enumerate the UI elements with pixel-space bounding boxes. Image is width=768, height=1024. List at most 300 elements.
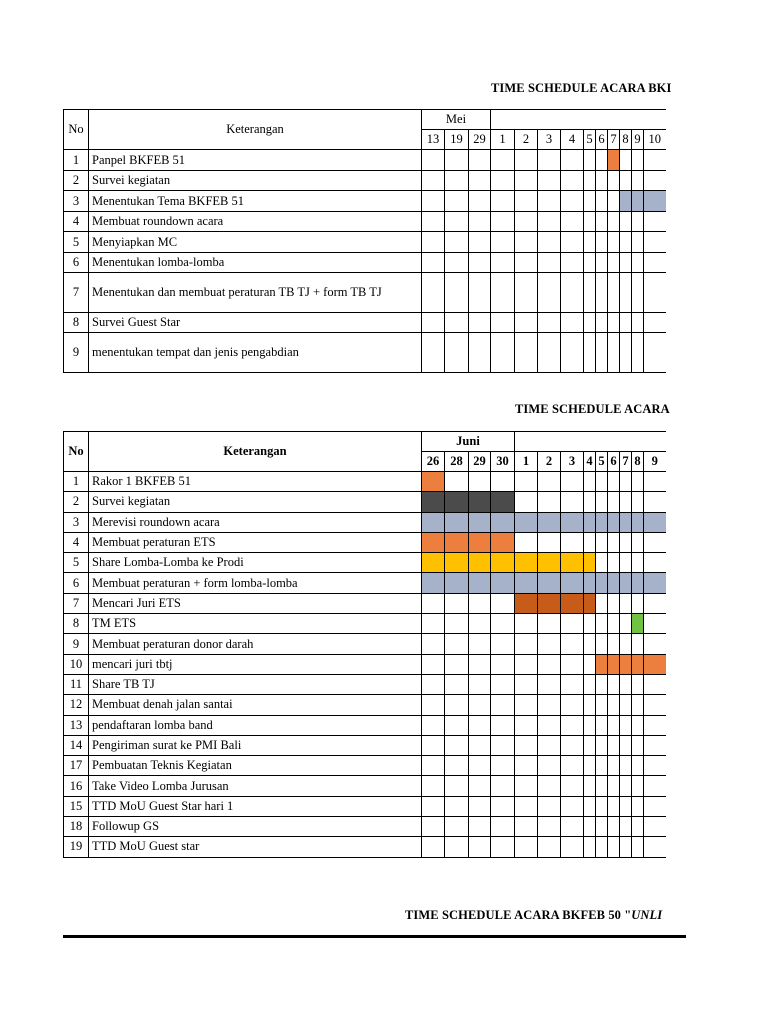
- schedule-cell: [515, 150, 538, 171]
- schedule-cell: [445, 634, 469, 654]
- schedule-cell: [584, 674, 596, 694]
- row-number: 7: [64, 273, 89, 313]
- schedule-cell: [538, 492, 561, 512]
- table-row: [64, 735, 666, 755]
- schedule-cell: [515, 817, 538, 837]
- schedule-cell: [608, 573, 620, 593]
- day-header: 10: [644, 130, 666, 150]
- schedule-cell: [644, 212, 666, 232]
- schedule-cell: [515, 313, 538, 333]
- day-header: 30: [491, 452, 515, 472]
- row-number: 8: [64, 313, 89, 333]
- schedule-cell: [608, 532, 620, 552]
- schedule-cell: [491, 634, 515, 654]
- schedule-cell: [538, 695, 561, 715]
- row-keterangan: TM ETS: [89, 614, 422, 634]
- schedule-cell: [596, 492, 608, 512]
- schedule-cell: [538, 150, 561, 171]
- schedule-cell: [469, 715, 491, 735]
- row-number: 1: [64, 150, 89, 171]
- schedule-cell: [469, 593, 491, 613]
- schedule-cell: [620, 472, 632, 492]
- schedule-cell: [469, 492, 491, 512]
- schedule-cell: [469, 695, 491, 715]
- schedule-cell: [620, 232, 632, 253]
- schedule-cell: [469, 735, 491, 755]
- day-header: 5: [596, 452, 608, 472]
- schedule-cell: [538, 313, 561, 333]
- schedule-cell: [644, 593, 666, 613]
- schedule-cell: [515, 171, 538, 191]
- schedule-cell: [538, 756, 561, 776]
- schedule-cell: [491, 273, 515, 313]
- schedule-cell: [632, 553, 644, 573]
- schedule-cell: [620, 817, 632, 837]
- schedule-cell: [469, 837, 491, 857]
- schedule-cell: [445, 532, 469, 552]
- schedule-cell: [491, 756, 515, 776]
- schedule-cell: [515, 532, 538, 552]
- row-keterangan: mencari juri tbtj: [89, 654, 422, 674]
- day-header: 2: [538, 452, 561, 472]
- schedule-cell: [491, 232, 515, 253]
- row-keterangan: pendaftaran lomba band: [89, 715, 422, 735]
- schedule-cell: [445, 232, 469, 253]
- schedule-cell: [445, 715, 469, 735]
- schedule-cell: [632, 150, 644, 171]
- schedule-cell: [620, 313, 632, 333]
- schedule-cell: [561, 756, 584, 776]
- schedule-cell: [632, 191, 644, 212]
- schedule-cell: [491, 512, 515, 532]
- schedule-cell: [538, 191, 561, 212]
- schedule-cell: [608, 191, 620, 212]
- schedule-cell: [538, 715, 561, 735]
- schedule-cell: [515, 634, 538, 654]
- schedule-cell: [561, 472, 584, 492]
- row-number: 10: [64, 654, 89, 674]
- schedule-cell: [445, 614, 469, 634]
- schedule-cell: [422, 232, 445, 253]
- schedule-cell: [469, 212, 491, 232]
- schedule-cell: [644, 492, 666, 512]
- schedule-cell: [469, 553, 491, 573]
- schedule-cell: [584, 313, 596, 333]
- schedule-cell: [561, 634, 584, 654]
- schedule-cell: [632, 333, 644, 373]
- schedule-cell: [538, 573, 561, 593]
- schedule-cell: [584, 150, 596, 171]
- row-number: 12: [64, 695, 89, 715]
- schedule-cell: [620, 614, 632, 634]
- schedule-cell: [422, 253, 445, 273]
- schedule-cell: [596, 614, 608, 634]
- schedule-cell: [561, 333, 584, 373]
- schedule-cell: [608, 837, 620, 857]
- schedule-cell: [596, 553, 608, 573]
- schedule-cell: [644, 634, 666, 654]
- schedule-cell: [561, 150, 584, 171]
- schedule-cell: [491, 313, 515, 333]
- schedule-cell: [620, 171, 632, 191]
- schedule-cell: [538, 735, 561, 755]
- schedule-cell: [561, 695, 584, 715]
- row-number: 4: [64, 212, 89, 232]
- schedule-cell: [491, 837, 515, 857]
- schedule-cell: [608, 333, 620, 373]
- schedule-cell: [632, 532, 644, 552]
- schedule-cell: [445, 573, 469, 593]
- row-keterangan: Share Lomba-Lomba ke Prodi: [89, 553, 422, 573]
- schedule-cell: [445, 796, 469, 816]
- schedule-cell: [538, 273, 561, 313]
- schedule-cell: [620, 654, 632, 674]
- schedule-cell: [538, 593, 561, 613]
- schedule-cell: [422, 150, 445, 171]
- schedule-cell: [620, 273, 632, 313]
- schedule-cell: [584, 817, 596, 837]
- header-month-next: [491, 110, 666, 130]
- schedule-cell: [632, 634, 644, 654]
- schedule-cell: [491, 817, 515, 837]
- schedule-cell: [561, 573, 584, 593]
- row-keterangan: Rakor 1 BKFEB 51: [89, 472, 422, 492]
- schedule-cell: [491, 654, 515, 674]
- schedule-cell: [515, 191, 538, 212]
- schedule-cell: [561, 171, 584, 191]
- schedule-cell: [620, 756, 632, 776]
- schedule-cell: [632, 796, 644, 816]
- schedule-cell: [538, 253, 561, 273]
- schedule-cell: [584, 273, 596, 313]
- schedule-cell: [422, 212, 445, 232]
- row-keterangan: Membuat peraturan ETS: [89, 532, 422, 552]
- schedule-cell: [422, 333, 445, 373]
- schedule-cell: [491, 492, 515, 512]
- schedule-cell: [469, 532, 491, 552]
- schedule-cell: [491, 191, 515, 212]
- schedule-cell: [620, 253, 632, 273]
- section1-title: TIME SCHEDULE ACARA BKI: [491, 81, 672, 95]
- header-row-months: [64, 110, 666, 130]
- schedule-cell: [596, 273, 608, 313]
- row-number: 1: [64, 472, 89, 492]
- schedule-cell: [644, 695, 666, 715]
- schedule-cell: [632, 817, 644, 837]
- row-keterangan: Menyiapkan MC: [89, 232, 422, 253]
- day-header: 6: [608, 452, 620, 472]
- schedule-cell: [515, 472, 538, 492]
- schedule-cell: [561, 674, 584, 694]
- section3-title: [405, 908, 662, 923]
- schedule-cell: [422, 614, 445, 634]
- schedule-cell: [469, 674, 491, 694]
- schedule-cell: [515, 756, 538, 776]
- schedule-cell: [644, 313, 666, 333]
- schedule-cell: [491, 472, 515, 492]
- schedule-cell: [561, 817, 584, 837]
- schedule-cell: [422, 553, 445, 573]
- schedule-cell: [608, 313, 620, 333]
- schedule-cell: [491, 735, 515, 755]
- table-row: [64, 695, 666, 715]
- schedule-cell: [561, 715, 584, 735]
- row-keterangan: Membuat peraturan donor darah: [89, 634, 422, 654]
- schedule-cell: [469, 273, 491, 313]
- schedule-cell: [445, 253, 469, 273]
- schedule-cell: [620, 212, 632, 232]
- schedule-cell: [469, 634, 491, 654]
- schedule-cell: [596, 573, 608, 593]
- table-row: [64, 593, 666, 613]
- schedule-cell: [491, 674, 515, 694]
- schedule-cell: [491, 333, 515, 373]
- schedule-cell: [422, 796, 445, 816]
- schedule-cell: [491, 593, 515, 613]
- schedule-cell: [515, 614, 538, 634]
- schedule-cell: [632, 837, 644, 857]
- schedule-cell: [596, 532, 608, 552]
- schedule-cell: [584, 695, 596, 715]
- schedule-cell: [596, 654, 608, 674]
- row-keterangan: Mencari Juri ETS: [89, 593, 422, 613]
- header-month-next: [515, 432, 666, 452]
- section3-title-text: TIME SCHEDULE ACARA BKFEB 50 ": [405, 908, 632, 922]
- row-number: 19: [64, 837, 89, 857]
- row-keterangan: Survei kegiatan: [89, 171, 422, 191]
- schedule-cell: [644, 171, 666, 191]
- schedule-cell: [608, 715, 620, 735]
- schedule-cell: [561, 532, 584, 552]
- schedule-cell: [632, 654, 644, 674]
- schedule-cell: [538, 796, 561, 816]
- schedule-cell: [644, 796, 666, 816]
- schedule-cell: [515, 837, 538, 857]
- day-header: 13: [422, 130, 445, 150]
- header-keterangan: Keterangan: [89, 110, 422, 150]
- row-number: 2: [64, 171, 89, 191]
- schedule-cell: [644, 232, 666, 253]
- schedule-cell: [644, 756, 666, 776]
- schedule-cell: [515, 796, 538, 816]
- schedule-cell: [538, 776, 561, 796]
- schedule-cell: [515, 776, 538, 796]
- table-row: [64, 532, 666, 552]
- schedule-cell: [596, 674, 608, 694]
- schedule-cell: [561, 735, 584, 755]
- schedule-cell: [422, 273, 445, 313]
- schedule-cell: [644, 674, 666, 694]
- schedule-cell: [608, 654, 620, 674]
- schedule-cell: [515, 333, 538, 373]
- row-number: 17: [64, 756, 89, 776]
- schedule-cell: [596, 313, 608, 333]
- schedule-cell: [584, 796, 596, 816]
- schedule-cell: [644, 654, 666, 674]
- row-number: 6: [64, 253, 89, 273]
- schedule-cell: [561, 191, 584, 212]
- schedule-cell: [584, 333, 596, 373]
- schedule-cell: [445, 492, 469, 512]
- schedule-cell: [469, 573, 491, 593]
- schedule-cell: [620, 634, 632, 654]
- schedule-cell: [584, 171, 596, 191]
- schedule-cell: [584, 756, 596, 776]
- schedule-cell: [620, 796, 632, 816]
- schedule-cell: [620, 776, 632, 796]
- table-row: [64, 634, 666, 654]
- schedule-cell: [538, 472, 561, 492]
- schedule-cell: [632, 593, 644, 613]
- schedule-cell: [632, 573, 644, 593]
- schedule-cell: [644, 817, 666, 837]
- day-header: 29: [469, 130, 491, 150]
- schedule-cell: [632, 756, 644, 776]
- schedule-cell: [608, 735, 620, 755]
- schedule-cell: [469, 796, 491, 816]
- schedule-cell: [445, 776, 469, 796]
- schedule-cell: [445, 553, 469, 573]
- table-row: [64, 313, 666, 333]
- table-row: [64, 817, 666, 837]
- schedule-cell: [538, 212, 561, 232]
- schedule-cell: [491, 715, 515, 735]
- row-keterangan: Pembuatan Teknis Kegiatan: [89, 756, 422, 776]
- schedule-cell: [584, 776, 596, 796]
- schedule-cell: [596, 735, 608, 755]
- schedule-cell: [632, 313, 644, 333]
- schedule-cell: [584, 614, 596, 634]
- schedule-cell: [608, 796, 620, 816]
- row-number: 5: [64, 232, 89, 253]
- schedule-cell: [644, 837, 666, 857]
- table-row: [64, 756, 666, 776]
- row-number: 9: [64, 634, 89, 654]
- schedule-cell: [469, 817, 491, 837]
- schedule-cell: [491, 171, 515, 191]
- row-number: 16: [64, 776, 89, 796]
- row-keterangan: Panpel BKFEB 51: [89, 150, 422, 171]
- day-header: 29: [469, 452, 491, 472]
- day-header: 6: [596, 130, 608, 150]
- schedule-cell: [515, 735, 538, 755]
- schedule-cell: [561, 253, 584, 273]
- schedule-cell: [491, 776, 515, 796]
- schedule-cell: [632, 776, 644, 796]
- schedule-cell: [620, 512, 632, 532]
- row-keterangan: TTD MoU Guest Star hari 1: [89, 796, 422, 816]
- schedule-cell: [445, 150, 469, 171]
- schedule-cell: [422, 817, 445, 837]
- schedule-cell: [608, 593, 620, 613]
- row-number: 13: [64, 715, 89, 735]
- schedule-cell: [445, 837, 469, 857]
- row-keterangan: Take Video Lomba Jurusan: [89, 776, 422, 796]
- table-row: [64, 212, 666, 232]
- schedule-cell: [632, 614, 644, 634]
- schedule-cell: [561, 232, 584, 253]
- schedule-cell: [561, 593, 584, 613]
- schedule-cell: [422, 593, 445, 613]
- row-keterangan: Share TB TJ: [89, 674, 422, 694]
- schedule-cell: [584, 532, 596, 552]
- day-header: 4: [584, 452, 596, 472]
- schedule-cell: [596, 756, 608, 776]
- schedule-cell: [608, 695, 620, 715]
- schedule-cell: [491, 253, 515, 273]
- schedule-cell: [469, 614, 491, 634]
- schedule-cell: [561, 212, 584, 232]
- schedule-cell: [561, 553, 584, 573]
- day-header: 7: [620, 452, 632, 472]
- schedule-cell: [538, 512, 561, 532]
- schedule-cell: [620, 492, 632, 512]
- day-header: 9: [644, 452, 666, 472]
- schedule-cell: [422, 715, 445, 735]
- schedule-cell: [515, 593, 538, 613]
- schedule-cell: [491, 796, 515, 816]
- schedule-cell: [596, 634, 608, 654]
- schedule-cell: [596, 715, 608, 735]
- schedule-cell: [445, 273, 469, 313]
- schedule-cell: [422, 532, 445, 552]
- schedule-cell: [632, 253, 644, 273]
- day-header: 2: [515, 130, 538, 150]
- table-row: [64, 715, 666, 735]
- schedule-cell: [469, 333, 491, 373]
- schedule-cell: [644, 553, 666, 573]
- schedule-cell: [644, 512, 666, 532]
- schedule-cell: [561, 273, 584, 313]
- header-no: No: [64, 110, 89, 150]
- schedule-cell: [596, 191, 608, 212]
- schedule-cell: [608, 492, 620, 512]
- schedule-cell: [445, 756, 469, 776]
- schedule-cell: [491, 695, 515, 715]
- schedule-cell: [608, 614, 620, 634]
- schedule-cell: [620, 333, 632, 373]
- schedule-cell: [584, 492, 596, 512]
- day-header: 19: [445, 130, 469, 150]
- schedule-cell: [620, 553, 632, 573]
- day-header: 1: [491, 130, 515, 150]
- table-row: [64, 674, 666, 694]
- schedule-cell: [644, 614, 666, 634]
- section3-title-italic: UNLI: [631, 908, 663, 922]
- schedule-cell: [538, 654, 561, 674]
- header-row-months: [64, 432, 666, 452]
- schedule-cell: [445, 472, 469, 492]
- schedule-cell: [644, 273, 666, 313]
- schedule-cell: [584, 472, 596, 492]
- schedule-cell: [644, 532, 666, 552]
- schedule-cell: [632, 492, 644, 512]
- day-header: 8: [632, 452, 644, 472]
- schedule-cell: [644, 253, 666, 273]
- schedule-cell: [644, 735, 666, 755]
- schedule-cell: [620, 715, 632, 735]
- schedule-cell: [469, 150, 491, 171]
- schedule-cell: [608, 776, 620, 796]
- day-header: 28: [445, 452, 469, 472]
- table-row: [64, 333, 666, 373]
- schedule-cell: [445, 512, 469, 532]
- header-no: No: [64, 432, 89, 472]
- schedule-cell: [538, 553, 561, 573]
- schedule-cell: [596, 472, 608, 492]
- schedule-cell: [632, 273, 644, 313]
- table-row: [64, 253, 666, 273]
